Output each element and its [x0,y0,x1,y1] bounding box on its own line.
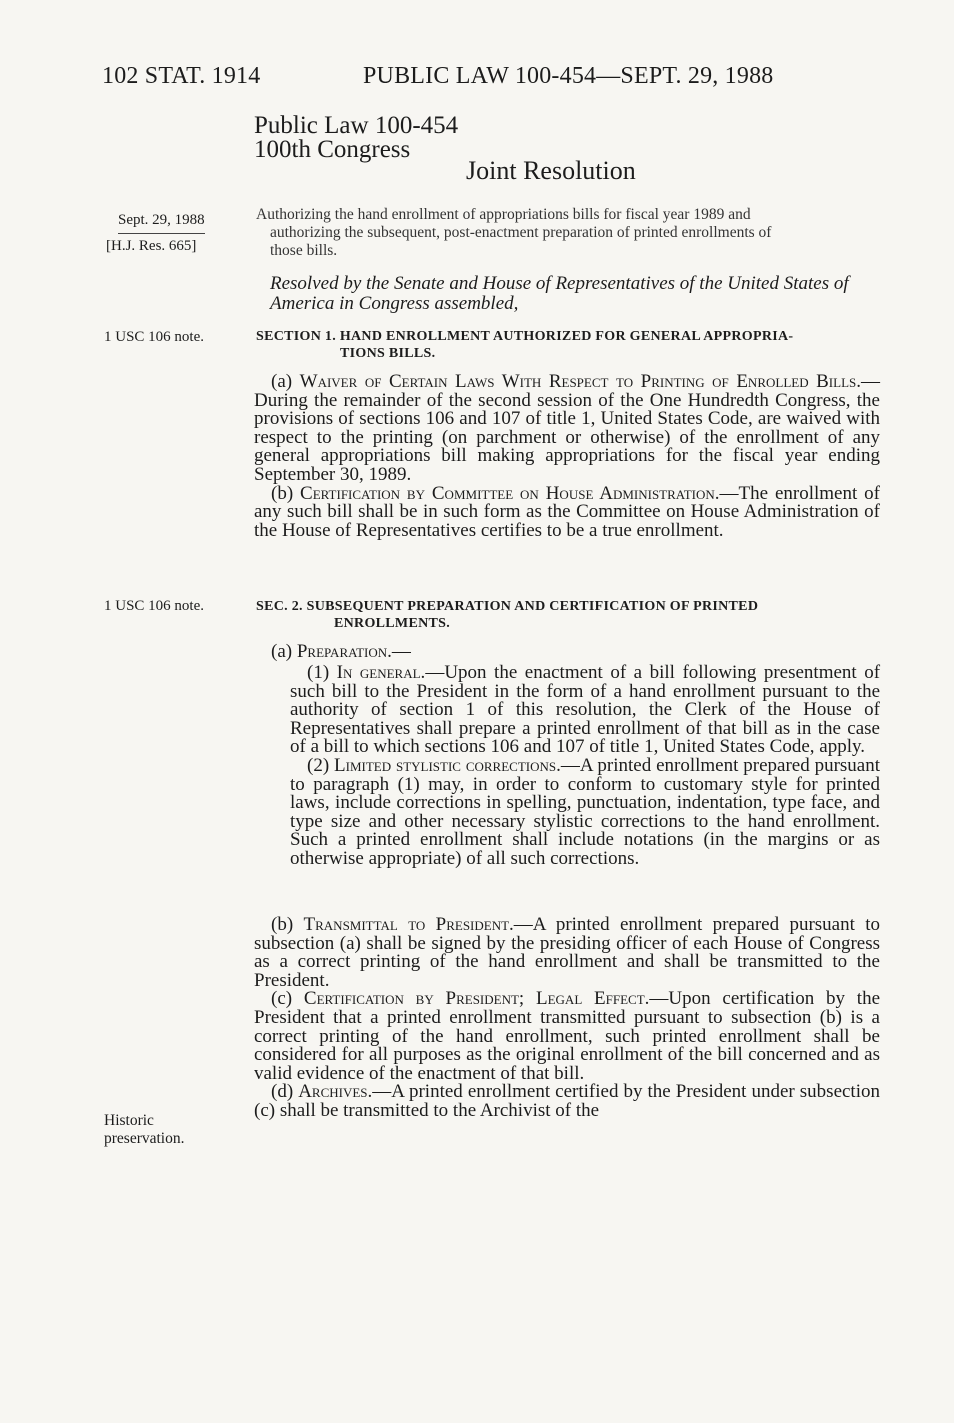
section-heading-line: ENROLLMENTS. [334,616,451,631]
enactment-date-box [106,210,205,256]
subsection-heading: Waiver of Certain Laws With Respect to Printing of Enrolled Bills. [299,371,861,392]
margin-note-historic: Historic preservation. [104,1112,185,1147]
page-stat-number: 102 STAT. 1914 [102,63,261,89]
section-1-heading [256,328,880,362]
subsection-2a-paragraphs [290,664,880,869]
title-line: Authorizing the hand enrollment of appropriations bills for fiscal year 1989 and [256,206,751,223]
running-title: PUBLIC LAW 100-454—SEPT. 29, 1988 [363,63,774,89]
subsection-2d: (d) Archives.—A printed enrollment certified by the President under subsection (c) shall be transmitted to the Archivist of the [254,1081,880,1121]
subsections-2b-2d [254,916,880,1121]
resolution-number: [H.J. Res. 665] [106,238,197,254]
section-heading-line: TIONS BILLS. [340,346,436,361]
subsection-2a-heading: (a) Preparation.— [271,641,411,662]
section-1-body [254,373,880,540]
title-line: authorizing the subsequent, post-enactment preparation of printed enrollments of [270,224,772,241]
subsection-2b: (b) Transmittal to President.—A printed enrollment prepared pursuant to subsection (a) shall be signed by the presiding officer of each House of Congress as a correct printing of the hand enrollment and shall be transmitted to the President. [254,914,880,991]
paragraph-2a1: (1) In general.—Upon the enactment of a bill following presentment of such bill to the President in the form of a hand enrollment pursuant to the authority of section 1 of this resolution, the Clerk of the House of Representatives shall prepare a printed enrollment of that bill as in the case of a bill to which sections 106 and 107 of title 1, United States Code, apply. [290,662,881,758]
section-2-heading [256,598,880,632]
margin-note-usc: 1 USC 106 note. [104,598,205,614]
subsection-1a: (a) Waiver of Certain Laws With Respect to Printing of Enrolled Bills.—During the remainder of the second session of the One Hundredth Congress, the provisions of sections 106 and 107 of title 1, United States Code, are waived with respect to the printing (on parchment or otherwise) of the enrollment of any general appropriations bill making appropriations for the fiscal year ending September 30, 1989. [254,371,880,485]
public-law-number: Public Law 100-454 [254,112,459,139]
subsection-2c: (c) Certification by President; Legal Effect.—Upon certification by the President that a printed enrollment transmitted pursuant to subsection (b) is a correct printing of the hand enrollment, such printed enrollment shall be considered for all purposes as the original enrollment of the bill concerned and as valid evidence of the enactment of that bill. [254,988,881,1084]
resolution-title [256,206,878,260]
margin-note-usc: 1 USC 106 note. [104,329,205,345]
enactment-date: Sept. 29, 1988 [118,210,205,234]
title-line: those bills. [270,242,338,259]
section-heading-line: SECTION 1. HAND ENROLLMENT AUTHORIZED FOR GENERAL APPROPRIA- [256,329,794,344]
document-type-heading: Joint Resolution [466,156,636,185]
section-heading-line: SEC. 2. SUBSEQUENT PREPARATION AND CERTIFICATION OF PRINTED [256,599,759,614]
congress-number: 100th Congress [254,136,411,163]
subsection-1b: (b) Certification by Committee on House Administration.—The enrollment of any such bill shall be in such form as the Committee on House Administration of the House of Representatives certifies to be a true enrollment. [254,482,880,541]
subsection-heading: Certification by Committee on House Administration. [300,482,720,504]
resolving-clause: Resolved by the Senate and House of Representatives of the United States of America in Congress assembled, [270,273,849,314]
paragraph-2a2: (2) Limited stylistic corrections.—A printed enrollment prepared pursuant to paragraph (1) may, in order to conform to customary style for printed laws, include corrections in spelling, punctuation, indentation, type face, and type size and other necessary stylistic corrections to the hand enrollment. Such a printed enrollment shall include notations (in the margins or as otherwise appropriate) of all such corrections. [290,754,880,869]
